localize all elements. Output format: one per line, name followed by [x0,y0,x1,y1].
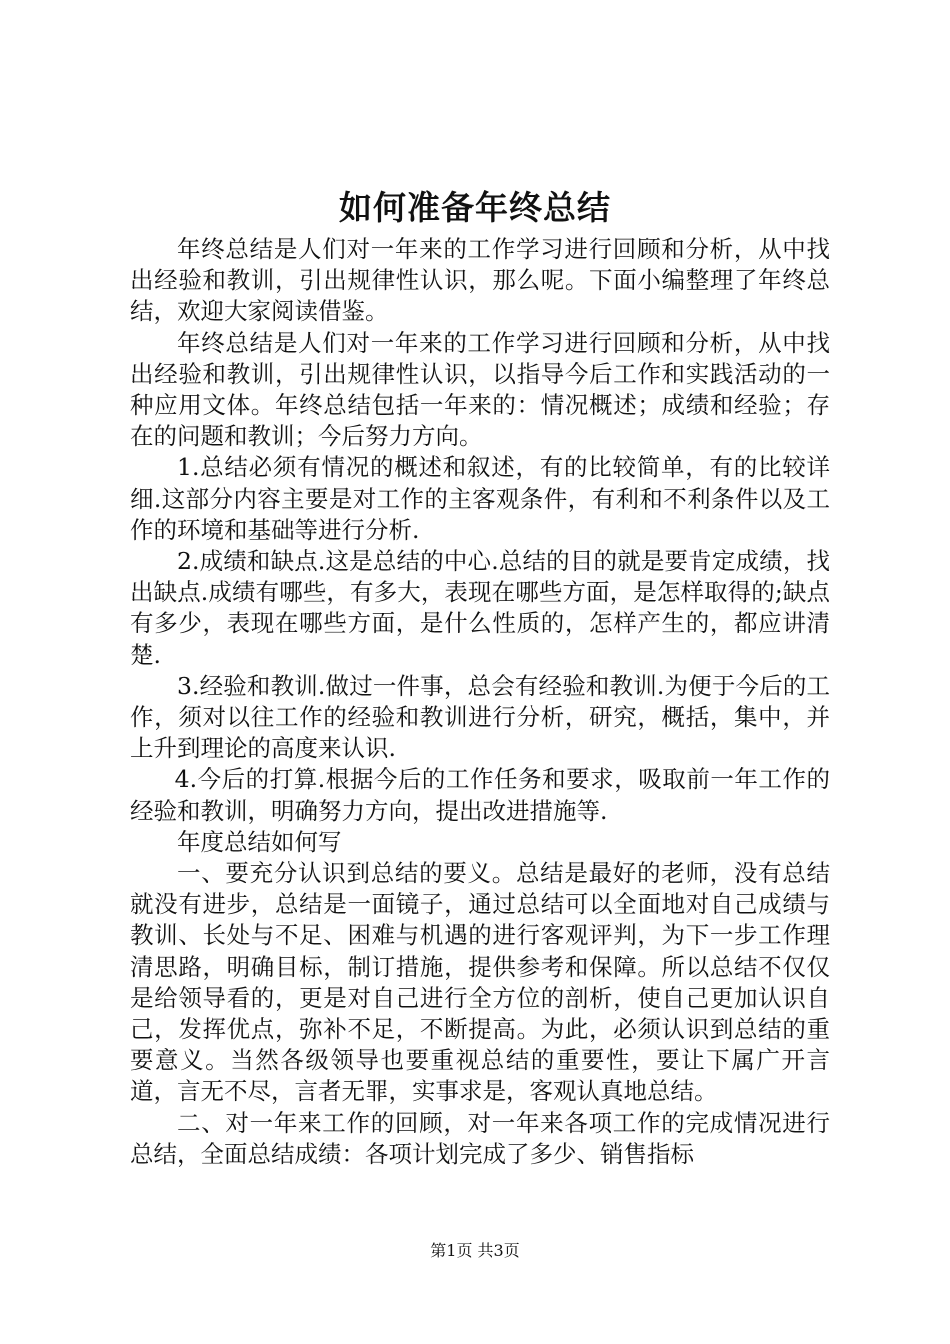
paragraph-intro: 年终总结是人们对一年来的工作学习进行回顾和分析，从中找出经验和教训，引出规律性认识，那么呢。下面小编整理了年终总结，欢迎大家阅读借鉴。 [130,235,830,326]
paragraph-item-4: 4.今后的打算.根据今后的工作任务和要求，吸取前一年工作的经验和教训，明确努力方向，提出改进措施等. [130,765,830,825]
paragraph-item-3: 3.经验和教训.做过一件事，总会有经验和教训.为便于今后的工作，须对以往工作的经验和教训进行分析，研究，概括，集中，并上升到理论的高度来认识. [130,671,830,763]
page-number-footer: 第1页 共3页 [430,1241,520,1260]
document-body [130,234,830,1170]
paragraph-section-1: 一、要充分认识到总结的要义。总结是最好的老师，没有总结就没有进步，总结是一面镜子，通过总结可以全面地对自己成绩与教训、长处与不足、困难与机遇的进行客观评判，为下一步工作理清思路，明确目标，制订措施，提供参考和保障。所以总结不仅仅是给领导看的，更是对自己进行全方位的剖析，使自己更加认识自己，发挥优点，弥补不足，不断提高。为此，必须认识到总结的重要意义。当然各级领导也要重视总结的重要性，要让下属广开言道，言无不尽，言者无罪，实事求是，客观认真地总结。 [130,859,830,1106]
paragraph-item-1: 1.总结必须有情况的概述和叙述，有的比较简单，有的比较详细.这部分内容主要是对工作的主客观条件，有利和不利条件以及工作的环境和基础等进行分析. [130,453,830,544]
paragraph-definition: 年终总结是人们对一年来的工作学习进行回顾和分析，从中找出经验和教训，引出规律性认识，以指导今后工作和实践活动的一种应用文体。年终总结包括一年来的：情况概述；成绩和经验；存在的问题和教训；今后努力方向。 [130,328,830,451]
section-heading: 年度总结如何写 [177,827,342,856]
paragraph-item-2: 2.成绩和缺点.这是总结的中心.总结的目的就是要肯定成绩，找出缺点.成绩有哪些，有多大，表现在哪些方面，是怎样取得的;缺点有多少，表现在哪些方面，是什么性质的，怎样产生的，都应讲清楚. [130,547,830,669]
document-title: 如何准备年终总结 [339,188,611,227]
paragraph-section-2: 二、对一年来工作的回顾，对一年来各项工作的完成情况进行总结，全面总结成绩：各项计划完成了多少、销售指标 [130,1108,830,1168]
